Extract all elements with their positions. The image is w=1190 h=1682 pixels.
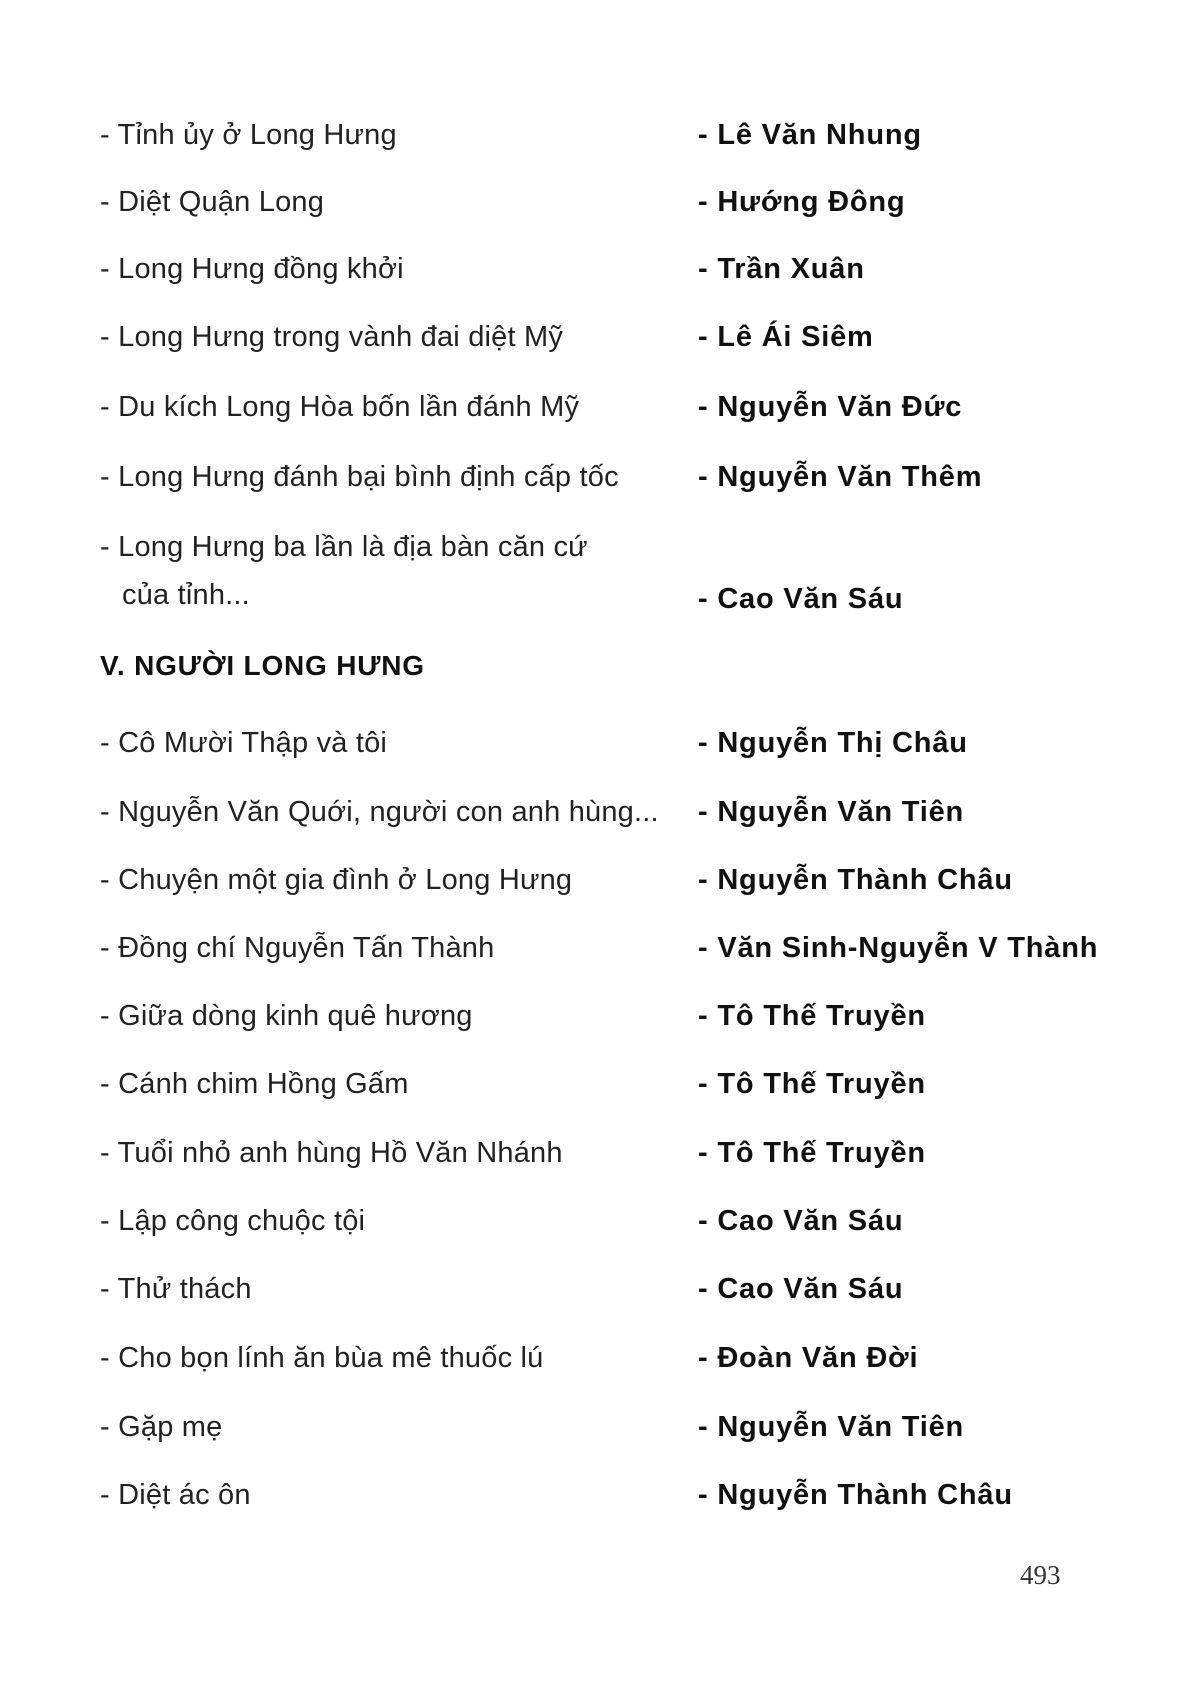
entry-author: - Trần Xuân bbox=[698, 253, 865, 285]
entry-author: - Lê Văn Nhung bbox=[698, 119, 922, 151]
entry-author: - Cao Văn Sáu bbox=[698, 1273, 904, 1305]
entry-author: - Cao Văn Sáu bbox=[698, 1205, 904, 1237]
entry-author: - Tô Thế Truyền bbox=[698, 1068, 926, 1100]
entry-author: - Nguyễn Văn Thêm bbox=[698, 461, 983, 493]
entry-author: - Văn Sinh-Nguyễn V Thành bbox=[698, 932, 1099, 964]
entry-author: - Nguyễn Thành Châu bbox=[698, 1479, 1013, 1511]
entry-title: - Cho bọn lính ăn bùa mê thuốc lú bbox=[100, 1342, 544, 1374]
entry-title: - Đồng chí Nguyễn Tấn Thành bbox=[100, 932, 495, 964]
entry-author: - Hướng Đông bbox=[698, 186, 906, 218]
entry-title: - Nguyễn Văn Quới, người con anh hùng... bbox=[100, 796, 659, 828]
entry-title: - Du kích Long Hòa bốn lần đánh Mỹ bbox=[100, 391, 580, 423]
entry-title: - Giữa dòng kinh quê hương bbox=[100, 1000, 473, 1032]
entry-title-line-1: - Long Hưng ba lần là địa bàn căn cứ bbox=[100, 531, 588, 563]
entry-author: - Nguyễn Văn Tiên bbox=[698, 796, 965, 828]
entry-title-line-2: của tỉnh... bbox=[122, 579, 250, 611]
entry-title: - Cô Mười Thập và tôi bbox=[100, 727, 388, 759]
entry-title: - Diệt ác ôn bbox=[100, 1479, 251, 1511]
entry-title: - Diệt Quận Long bbox=[100, 186, 325, 218]
entry-title: - Long Hưng đánh bại bình định cấp tốc bbox=[100, 461, 619, 493]
page-number: 493 bbox=[1020, 1560, 1061, 1590]
entry-title: - Tỉnh ủy ở Long Hưng bbox=[100, 119, 397, 151]
entry-title: - Chuyện một gia đình ở Long Hưng bbox=[100, 864, 573, 896]
entry-author: - Đoàn Văn Đời bbox=[698, 1342, 919, 1374]
entry-author: - Lê Ái Siêm bbox=[698, 321, 874, 353]
toc-entry bbox=[100, 524, 1100, 624]
entry-title: - Long Hưng đồng khởi bbox=[100, 253, 404, 285]
entry-title: - Lập công chuộc tội bbox=[100, 1205, 366, 1237]
section-heading: V. NGƯỜI LONG HƯNG bbox=[100, 650, 425, 681]
entry-author: - Cao Văn Sáu bbox=[698, 583, 904, 615]
entry-author: - Tô Thế Truyền bbox=[698, 1137, 926, 1169]
entry-title: - Long Hưng trong vành đai diệt Mỹ bbox=[100, 321, 564, 353]
entry-author: - Nguyễn Văn Tiên bbox=[698, 1411, 965, 1443]
entry-title: - Gặp mẹ bbox=[100, 1411, 223, 1443]
entry-title: - Cánh chim Hồng Gấm bbox=[100, 1068, 409, 1100]
entry-author: - Tô Thế Truyền bbox=[698, 1000, 926, 1032]
entry-author: - Nguyễn Văn Đức bbox=[698, 391, 963, 423]
entry-title: - Tuổi nhỏ anh hùng Hồ Văn Nhánh bbox=[100, 1137, 563, 1169]
entry-title: - Thử thách bbox=[100, 1273, 252, 1305]
entry-author: - Nguyễn Thị Châu bbox=[698, 727, 968, 759]
entry-author: - Nguyễn Thành Châu bbox=[698, 864, 1013, 896]
